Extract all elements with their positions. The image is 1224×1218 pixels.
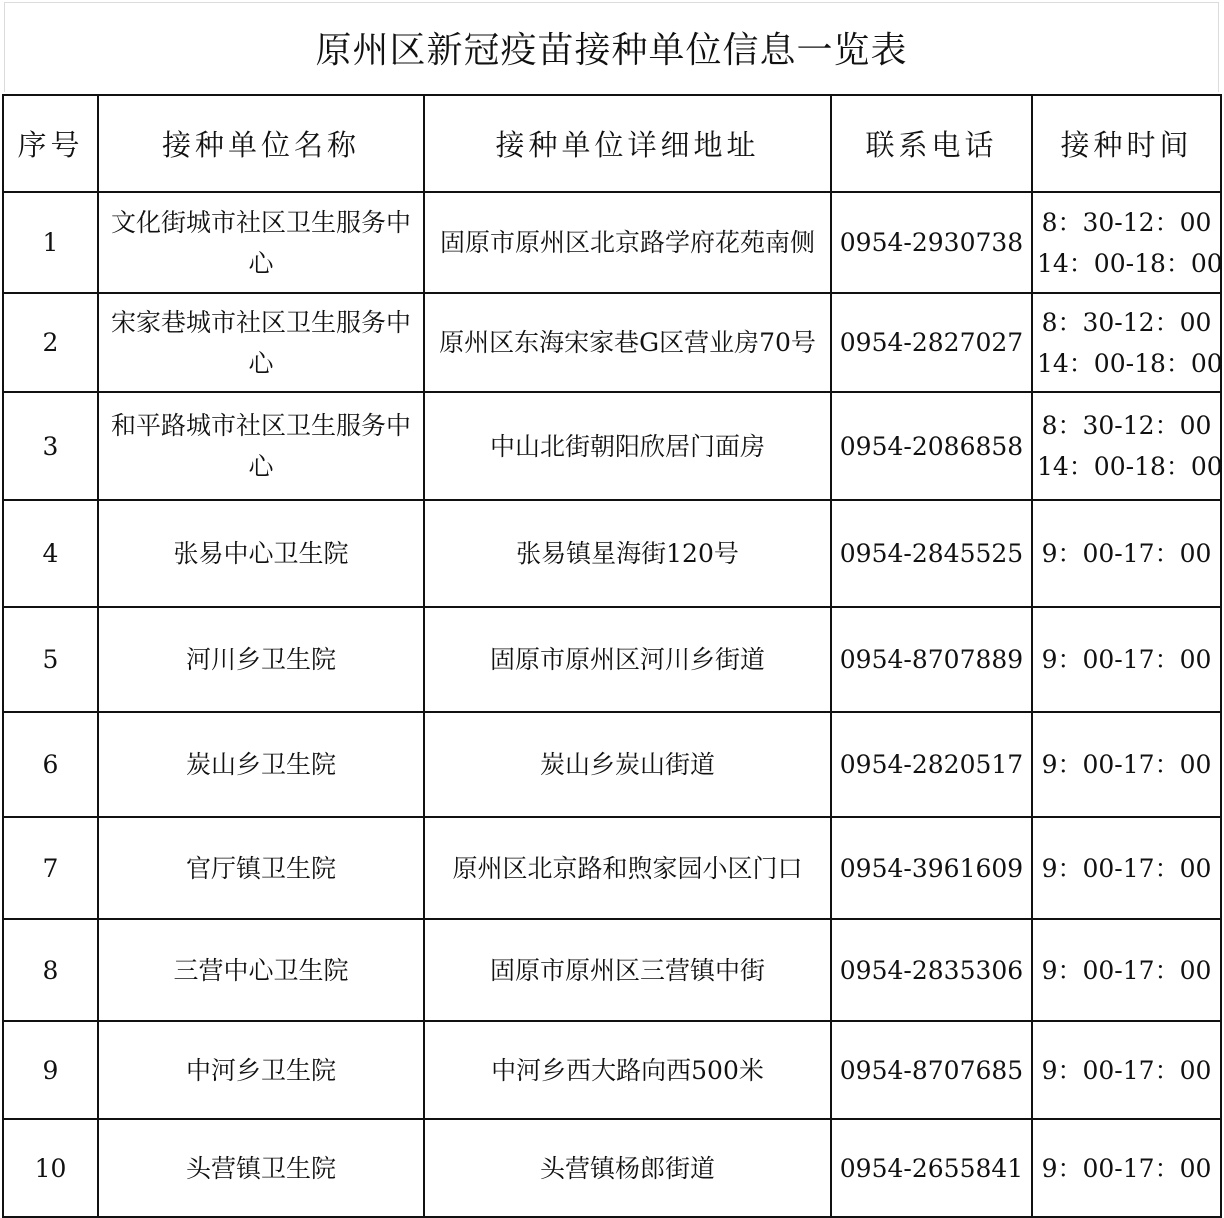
row-phone: 0954-2845525 [831, 500, 1032, 607]
row-time [1032, 392, 1221, 500]
header-phone: 联系电话 [831, 95, 1032, 192]
row-name: 张易中心卫生院 [98, 500, 424, 607]
header-index: 序号 [3, 95, 98, 192]
row-index: 10 [3, 1119, 98, 1217]
row-address: 固原市原州区三营镇中街 [424, 919, 831, 1021]
row-phone: 0954-2086858 [831, 392, 1032, 500]
row-index: 2 [3, 293, 98, 392]
row-name: 炭山乡卫生院 [98, 712, 424, 817]
row-address: 固原市原州区河川乡街道 [424, 607, 831, 712]
row-address: 中河乡西大路向西500米 [424, 1021, 831, 1119]
row-name: 河川乡卫生院 [98, 607, 424, 712]
row-time-morning: 8：30-12：00 [1041, 307, 1212, 337]
row-time-afternoon: 14：00-18：00 [1037, 452, 1223, 481]
table-row [3, 607, 1221, 712]
page-title: 原州区新冠疫苗接种单位信息一览表 [315, 30, 908, 71]
table-row [3, 1021, 1221, 1119]
row-index: 7 [3, 817, 98, 919]
row-name: 宋家巷城市社区卫生服务中心 [98, 293, 424, 392]
row-phone: 0954-2827027 [831, 293, 1032, 392]
row-time-morning: 8：30-12：00 [1041, 411, 1212, 440]
header-name: 接种单位名称 [98, 95, 424, 192]
row-phone: 0954-2930738 [831, 192, 1032, 293]
row-time [1032, 1119, 1221, 1217]
row-phone: 0954-8707685 [831, 1021, 1032, 1119]
header-address: 接种单位详细地址 [424, 95, 831, 192]
row-name: 三营中心卫生院 [98, 919, 424, 1021]
row-name: 中河乡卫生院 [98, 1021, 424, 1119]
row-time-hours: 9：00-17：00 [1041, 1153, 1212, 1183]
row-time [1032, 293, 1221, 392]
row-time [1032, 919, 1221, 1021]
row-name: 文化街城市社区卫生服务中心 [98, 192, 424, 293]
table-header-row [3, 95, 1221, 192]
row-address: 中山北街朝阳欣居门面房 [424, 392, 831, 500]
vaccination-sites-table [2, 94, 1222, 1218]
table-row [3, 919, 1221, 1021]
table-row [3, 1119, 1221, 1217]
row-address: 原州区北京路和煦家园小区门口 [424, 817, 831, 919]
row-time-morning: 8：30-12：00 [1041, 207, 1212, 237]
row-time-hours: 9：00-17：00 [1041, 645, 1212, 674]
header-time: 接种时间 [1032, 95, 1221, 192]
row-name: 官厅镇卫生院 [98, 817, 424, 919]
row-time [1032, 1021, 1221, 1119]
row-index: 9 [3, 1021, 98, 1119]
row-address: 炭山乡炭山街道 [424, 712, 831, 817]
row-phone: 0954-2820517 [831, 712, 1032, 817]
row-address: 原州区东海宋家巷G区营业房70号 [424, 293, 831, 392]
row-address: 固原市原州区北京路学府花苑南侧 [424, 192, 831, 293]
table-row [3, 712, 1221, 817]
row-index: 6 [3, 712, 98, 817]
row-time-hours: 9：00-17：00 [1041, 539, 1212, 568]
row-time-hours: 9：00-17：00 [1041, 955, 1212, 985]
title-box [4, 2, 1219, 92]
row-time-afternoon: 14：00-18：00 [1037, 348, 1223, 378]
table-row [3, 192, 1221, 293]
row-name: 头营镇卫生院 [98, 1119, 424, 1217]
table-row [3, 293, 1221, 392]
row-name: 和平路城市社区卫生服务中心 [98, 392, 424, 500]
row-time [1032, 607, 1221, 712]
row-phone: 0954-8707889 [831, 607, 1032, 712]
row-phone: 0954-2655841 [831, 1119, 1032, 1217]
row-time-hours: 9：00-17：00 [1041, 1055, 1212, 1085]
table-row [3, 392, 1221, 500]
row-index: 1 [3, 192, 98, 293]
row-time [1032, 712, 1221, 817]
row-time-hours: 9：00-17：00 [1041, 750, 1212, 779]
row-index: 8 [3, 919, 98, 1021]
row-time [1032, 500, 1221, 607]
row-address: 张易镇星海街120号 [424, 500, 831, 607]
row-index: 3 [3, 392, 98, 500]
row-time-afternoon: 14：00-18：00 [1037, 248, 1223, 278]
table-row [3, 500, 1221, 607]
row-index: 5 [3, 607, 98, 712]
row-time-hours: 9：00-17：00 [1041, 853, 1212, 883]
row-index: 4 [3, 500, 98, 607]
row-phone: 0954-3961609 [831, 817, 1032, 919]
row-time [1032, 192, 1221, 293]
row-time [1032, 817, 1221, 919]
row-phone: 0954-2835306 [831, 919, 1032, 1021]
table-row [3, 817, 1221, 919]
row-address: 头营镇杨郎街道 [424, 1119, 831, 1217]
